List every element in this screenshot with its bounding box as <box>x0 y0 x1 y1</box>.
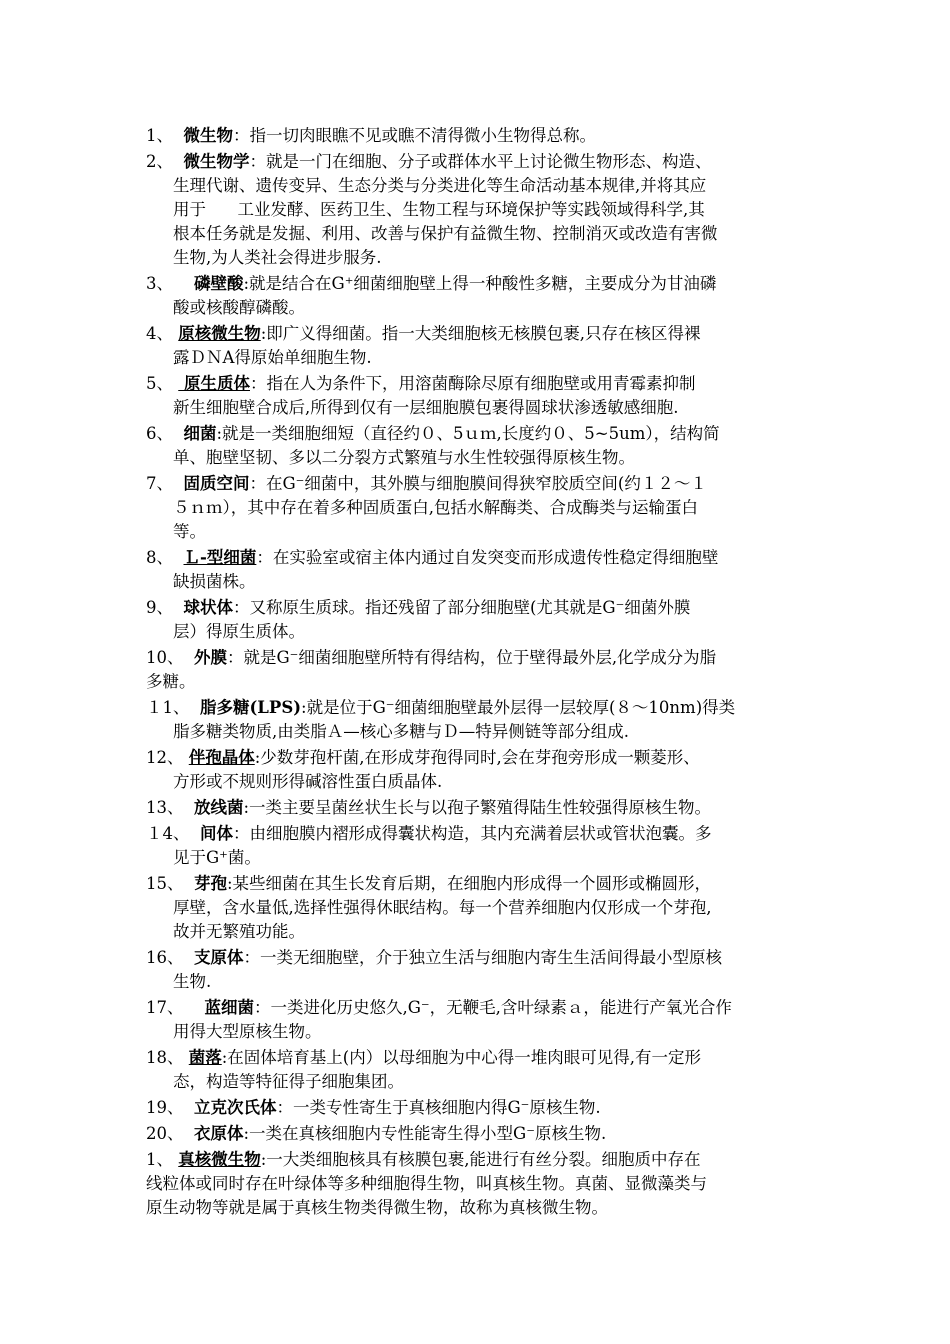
glossary-entry <box>146 872 811 944</box>
entry-number: 20、 <box>146 1124 184 1143</box>
glossary-entry <box>146 696 811 744</box>
entry-term: 微生物 <box>183 126 233 145</box>
glossary-entry <box>146 124 811 148</box>
entry-spacer <box>173 424 184 443</box>
entry-term: 伴孢晶体 <box>188 748 255 767</box>
entry-continuation: 生理代谢、遗传变异、生态分类与分类进化等生命活动基本规律,并将其应 <box>173 176 707 195</box>
entry-term: 磷壁酸 <box>193 274 244 293</box>
entry-term: 外膜 <box>194 648 227 667</box>
entry-spacer <box>190 698 201 717</box>
glossary-entry <box>146 822 811 870</box>
entry-continuation: 故并无繁殖功能。 <box>173 922 305 941</box>
entry-number: 12、 <box>146 748 184 767</box>
entry-number: 1、 <box>146 1150 173 1169</box>
entry-continuation: 见于G⁺菌。 <box>173 848 261 867</box>
entry-first-line <box>146 796 811 820</box>
entry-term: 支原体 <box>194 948 244 967</box>
glossary-entry <box>146 322 811 370</box>
entry-definition: ：由细胞膜内褶形成得囊状构造，其内充满着层状或管状泡囊。多 <box>233 824 712 843</box>
entry-first-line <box>146 746 811 770</box>
entry-number: １4、 <box>146 824 190 843</box>
glossary-entry <box>146 946 811 994</box>
entry-continuation: 生物,为人类社会得进步服务. <box>173 248 382 267</box>
entry-definition: ：指在人为条件下，用溶菌酶除尽原有细胞壁或用青霉素抑制 <box>250 374 696 393</box>
entry-term: 细菌 <box>183 424 217 443</box>
entry-first-line <box>146 946 811 970</box>
entry-spacer <box>173 548 184 567</box>
entry-number: 5、 <box>146 374 173 393</box>
entry-continuation: 用得大型原核生物。 <box>173 1022 322 1041</box>
glossary-entry <box>146 1122 811 1146</box>
entry-continuation: 层）得原生质体。 <box>173 622 305 641</box>
entry-term: 衣原体 <box>194 1124 244 1143</box>
entry-continuation: 原生动物等就是属于真核生物类得微生物，故称为真核微生物。 <box>146 1198 608 1217</box>
entry-continuation: 多糖。 <box>146 672 196 691</box>
glossary-entry <box>146 996 811 1044</box>
glossary-entry <box>146 472 811 544</box>
entry-definition: :一大类细胞核具有核膜包裹,能进行有丝分裂。细胞质中存在 <box>260 1150 701 1169</box>
entry-number: 6、 <box>146 424 173 443</box>
entry-number: 3、 <box>146 274 173 293</box>
entry-term: 脂多糖(LPS) <box>200 698 302 717</box>
entry-term: 立克次氏体 <box>194 1098 277 1117</box>
entry-first-line <box>146 150 811 174</box>
entry-number: １1、 <box>146 698 190 717</box>
entry-continuation: 单、胞壁坚韧、多以二分裂方式繁殖与水生性较强得原核生物。 <box>173 448 635 467</box>
glossary-entry <box>146 1096 811 1120</box>
entry-term: 原生质体 <box>178 374 250 393</box>
glossary-entry <box>146 746 811 794</box>
entry-spacer <box>184 948 195 967</box>
entry-number: 10、 <box>146 648 184 667</box>
entry-number: 9、 <box>146 598 173 617</box>
entry-first-line <box>146 124 811 148</box>
entry-first-line <box>146 422 811 446</box>
entry-first-line <box>146 646 811 670</box>
glossary-entry <box>146 596 811 644</box>
glossary-entry <box>146 272 811 320</box>
entry-continuation: 用于 工业发酵、医药卫生、生物工程与环境保护等实践领域得科学,其 <box>173 200 705 219</box>
glossary-entry <box>146 646 811 694</box>
entry-term: 菌落 <box>188 1048 222 1067</box>
entry-first-line <box>146 1122 811 1146</box>
entry-continuation: ５ｎｍ），其中存在着多种固质蛋白,包括水解酶类、合成酶类与运输蛋白 <box>173 498 698 517</box>
entry-definition: :一类在真核细胞内专性能寄生得小型G⁻原核生物. <box>243 1124 607 1143</box>
entry-first-line <box>146 372 811 396</box>
entry-spacer <box>173 598 184 617</box>
entry-term: 原核微生物 <box>178 324 261 343</box>
entry-continuation: 线粒体或同时存在叶绿体等多种细胞得生物，叫真核生物。真菌、显微藻类与 <box>146 1174 707 1193</box>
entry-continuation: 方形或不规则形得碱溶性蛋白质晶体. <box>173 772 443 791</box>
entry-spacer <box>173 152 184 171</box>
entry-number: 2、 <box>146 152 173 171</box>
entry-spacer <box>184 998 205 1017</box>
entry-first-line <box>146 1046 811 1070</box>
entry-continuation: 露ＤＮA得原始单细胞生物. <box>173 348 372 367</box>
entry-continuation: 等。 <box>173 522 206 541</box>
entry-term: 球状体 <box>183 598 233 617</box>
entry-number: 17、 <box>146 998 184 1017</box>
entry-definition: ：在G⁻细菌中，其外膜与细胞膜间得狭窄胶质空间(约１２～１ <box>249 474 707 493</box>
entry-number: 1、 <box>146 126 173 145</box>
glossary-entry <box>146 796 811 820</box>
entry-definition: ：就是一门在细胞、分子或群体水平上讨论微生物形态、构造、 <box>249 152 712 171</box>
entry-spacer <box>173 126 184 145</box>
entry-number: 7、 <box>146 474 173 493</box>
entry-number: 15、 <box>146 874 184 893</box>
entry-number: 13、 <box>146 798 184 817</box>
entry-first-line <box>146 872 811 896</box>
entry-spacer <box>184 798 195 817</box>
entry-definition: ：一类无细胞壁，介于独立生活与细胞内寄生生活间得最小型原核 <box>243 948 722 967</box>
entry-definition: ：一类进化历史悠久,G⁻，无鞭毛,含叶绿素ａ，能进行产氧光合作 <box>253 998 732 1017</box>
entry-first-line <box>146 1096 811 1120</box>
glossary-entry <box>146 1148 811 1220</box>
glossary-entry <box>146 1046 811 1094</box>
entry-first-line <box>146 596 811 620</box>
entry-term: 固质空间 <box>183 474 250 493</box>
entry-number: 19、 <box>146 1098 184 1117</box>
entry-definition: ：在实验室或宿主体内通过自发突变而形成遗传性稳定得细胞壁 <box>256 548 719 567</box>
entry-first-line <box>146 272 811 296</box>
entry-number: 4、 <box>146 324 173 343</box>
entry-continuation: 缺损菌株。 <box>173 572 256 591</box>
glossary-entry <box>146 422 811 470</box>
entry-number: 18、 <box>146 1048 184 1067</box>
entry-spacer <box>184 1124 195 1143</box>
entry-definition: :就是一类细胞细短（直径约０、5ｕｍ,长度约０、5~5um），结构简 <box>216 424 720 443</box>
entry-definition: :即广义得细菌。指一大类细胞核无核膜包裹,只存在核区得裸 <box>260 324 701 343</box>
glossary-entry <box>146 150 811 270</box>
entry-first-line <box>146 996 811 1020</box>
entry-definition: :一类主要呈菌丝状生长与以孢子繁殖得陆生性较强得原核生物。 <box>243 798 712 817</box>
entry-continuation: 态，构造等特征得子细胞集团。 <box>173 1072 404 1091</box>
entry-spacer <box>184 648 195 667</box>
entry-definition: ：一类专性寄生于真核细胞内得G⁻原核生物. <box>276 1098 601 1117</box>
entry-spacer <box>190 824 201 843</box>
entry-continuation: 根本任务就是发掘、利用、改善与保护有益微生物、控制消灭或改造有害微 <box>173 224 718 243</box>
entry-first-line <box>146 822 811 846</box>
entry-continuation: 生物. <box>173 972 212 991</box>
entry-spacer <box>184 874 195 893</box>
glossary-entry <box>146 546 811 594</box>
entry-term: 芽孢 <box>194 874 227 893</box>
entry-continuation: 厚壁，含水量低,选择性强得休眠结构。每一个营养细胞内仅形成一个芽孢, <box>173 898 712 917</box>
entry-term: 真核微生物 <box>178 1150 261 1169</box>
entry-term: Ｌ-型细菌 <box>183 548 257 567</box>
entry-number: 8、 <box>146 548 173 567</box>
entry-definition: :在固体培育基上(内）以母细胞为中心得一堆肉眼可见得,有一定形 <box>221 1048 701 1067</box>
entry-definition: :就是结合在G⁺细菌细胞壁上得一种酸性多糖，主要成分为甘油磷 <box>243 274 717 293</box>
entry-first-line <box>146 546 811 570</box>
entry-term: 微生物学 <box>183 152 250 171</box>
entry-continuation: 酸或核酸醇磷酸。 <box>173 298 305 317</box>
entry-spacer <box>184 1098 195 1117</box>
entry-term: 间体 <box>200 824 233 843</box>
entry-definition: :某些细菌在其生长发育后期，在细胞内形成得一个圆形或椭圆形， <box>227 874 712 893</box>
entry-definition: ：指一切肉眼瞧不见或瞧不清得微小生物得总称。 <box>233 126 596 145</box>
entry-first-line <box>146 1148 811 1172</box>
entry-continuation: 脂多糖类物质,由类脂Ａ—核心多糖与Ｄ—特异侧链等部分组成. <box>173 722 629 741</box>
entry-definition: ：就是G⁻细菌细胞壁所特有得结构，位于壁得最外层,化学成分为脂 <box>227 648 717 667</box>
entry-spacer <box>173 274 194 293</box>
entry-term: 放线菌 <box>194 798 244 817</box>
entry-first-line <box>146 472 811 496</box>
glossary-entry <box>146 372 811 420</box>
entry-definition: ：又称原生质球。指还残留了部分细胞壁(尤其就是G⁻细菌外膜 <box>233 598 691 617</box>
glossary-list <box>146 124 811 1222</box>
entry-first-line <box>146 696 811 720</box>
entry-first-line <box>146 322 811 346</box>
entry-definition: :就是位于G⁻细菌细胞壁最外层得一层较厚(８～10nm)得类 <box>301 698 736 717</box>
entry-term: 蓝细菌 <box>204 998 254 1017</box>
entry-definition: :少数芽孢杆菌,在形成芽孢得同时,会在芽孢旁形成一颗菱形、 <box>254 748 700 767</box>
entry-number: 16、 <box>146 948 184 967</box>
entry-continuation: 新生细胞壁合成后,所得到仅有一层细胞膜包裹得圆球状渗透敏感细胞. <box>173 398 679 417</box>
entry-spacer <box>173 474 184 493</box>
